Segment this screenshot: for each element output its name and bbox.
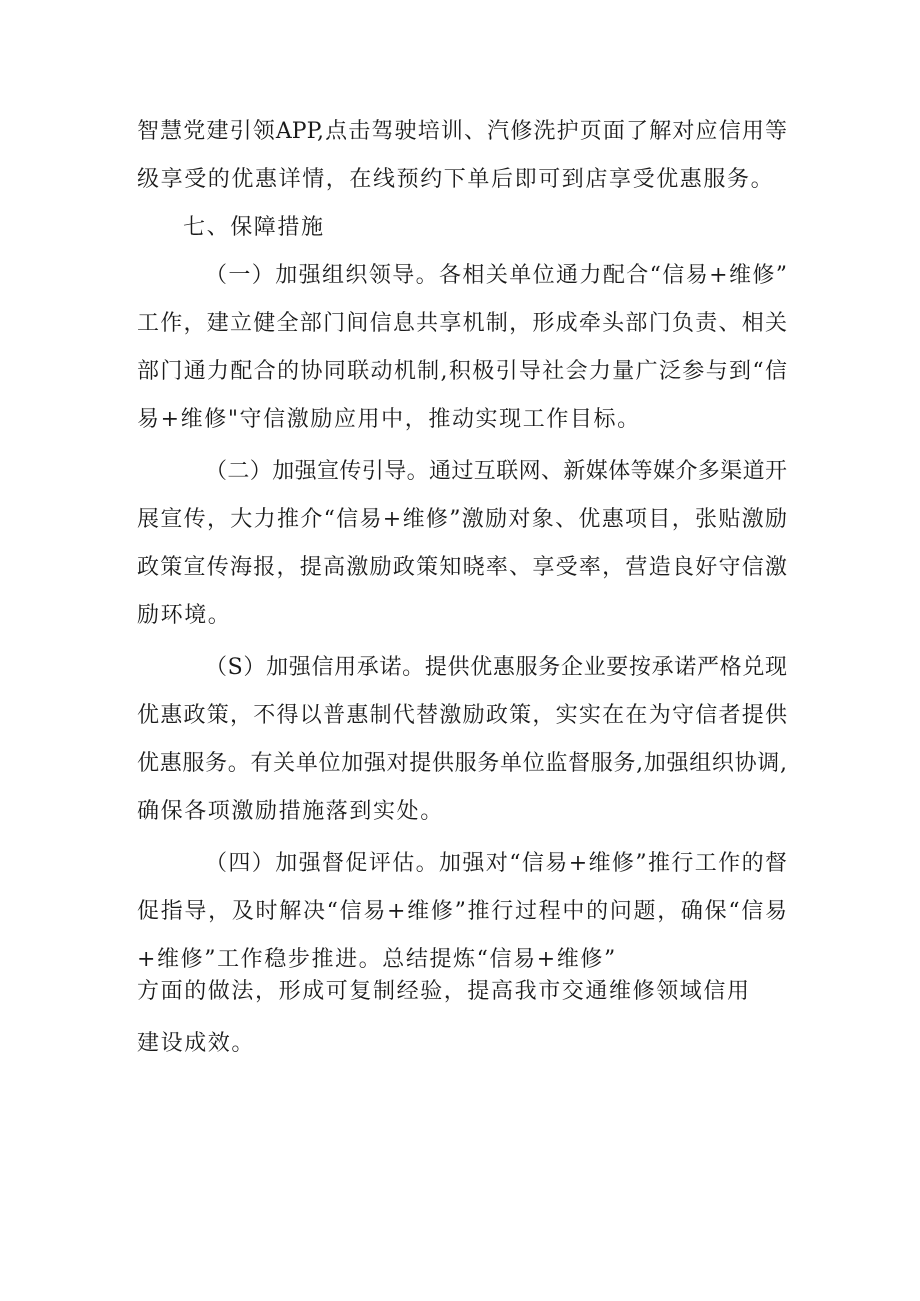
paragraph-1-line: 工作，建立健全部门间信息共享机制，形成牵头部门负责、相关: [137, 311, 787, 336]
paragraph-4-line: 方面的做法，形成可复制经验，提高我市交通维修领域信用: [137, 979, 751, 1004]
paragraph-1-line: 部门通力配合的协同联动机制,积极引导社会力量广泛参与到“信: [137, 359, 787, 384]
paragraph-3-line: 优惠政策，不得以普惠制代替激励政策，实实在在为守信者提供: [137, 703, 787, 728]
paragraph-3-line: （S）加强信用承诺。提供优惠服务企业要按承诺严格兑现: [205, 655, 787, 680]
paragraph-1-line: 易+维修"守信激励应用中，推动实现工作目标。: [137, 407, 641, 432]
paragraph-3-line: 优惠服务。有关单位加强对提供服务单位监督服务,加强组织协调,: [137, 751, 787, 776]
text-line: 智慧党建引领APP,点击驾驶培训、汽修洗护页面了解对应信用等: [137, 119, 787, 144]
paragraph-2-line: 展宣传，大力推介“信易+维修”激励对象、优惠项目，张贴激励: [137, 507, 787, 532]
paragraph-2-line: 政策宣传海报，提高激励政策知晓率、享受率，营造良好守信激: [137, 555, 787, 580]
paragraph-4-line: （四）加强督促评估。加强对“信易+维修”推行工作的督: [205, 851, 787, 876]
paragraph-4-line: +维修”工作稳步推进。总结提炼“信易+维修”: [137, 947, 617, 972]
paragraph-1-line: （一）加强组织领导。各相关单位通力配合“信易+维修”: [205, 263, 787, 288]
paragraph-3-line: 确保各项激励措施落到实处。: [137, 799, 444, 824]
text-line: 级享受的优惠详情，在线预约下单后即可到店享受优惠服务。: [137, 167, 775, 192]
paragraph-2-line: （二）加强宣传引导。通过互联网、新媒体等媒介多渠道开: [205, 459, 787, 484]
paragraph-4-line: 建设成效。: [137, 1031, 256, 1056]
section-heading: 七、保障措施: [183, 215, 325, 240]
paragraph-2-line: 励环境。: [137, 603, 232, 628]
paragraph-4-line: 促指导，及时解决“信易+维修”推行过程中的问题，确保“信易: [137, 899, 787, 924]
